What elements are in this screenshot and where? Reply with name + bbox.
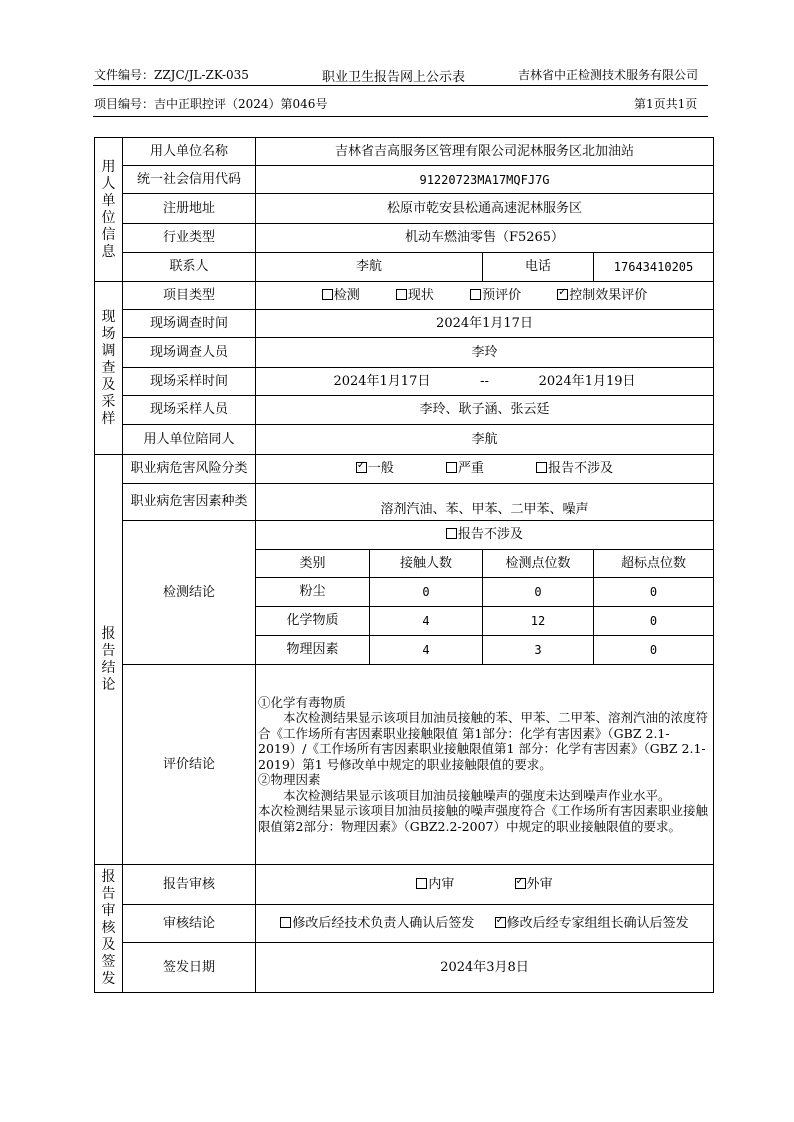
section-report-conclusion: 报 告 结 论 <box>95 455 123 865</box>
section-site-survey: 现 场 调 查 及 采 样 <box>95 282 123 455</box>
checkbox-icon <box>446 528 457 539</box>
disclosure-table <box>94 137 714 993</box>
checkbox-checked-icon <box>557 289 568 300</box>
issue-date: 2024年3月8日 <box>256 943 714 993</box>
sampling-separator: -- <box>480 373 489 389</box>
survey-time-label: 现场调查时间 <box>123 310 256 338</box>
address: 松原市乾安县松通高速泥林服务区 <box>256 194 714 224</box>
cell-exceed: 0 <box>594 578 714 607</box>
section-unit-info: 用 人 单 位 信 息 <box>95 138 123 282</box>
factor-types: 溶剂汽油、苯、甲苯、二甲苯、噪声 <box>256 484 714 521</box>
checkbox-icon <box>446 462 457 473</box>
eval-heading-physical: ②物理因素 <box>258 772 321 788</box>
col-header-exceed: 超标点位数 <box>594 550 714 578</box>
audit-option-external[interactable]: ✓ 外审 <box>515 877 553 892</box>
factor-types-label: 职业病危害因素种类 <box>123 484 256 521</box>
header-rule-2 <box>93 116 708 117</box>
audit-options <box>256 865 714 905</box>
credit-code: 91220723MA17MQFJ7G <box>256 166 714 194</box>
audit-option-internal[interactable]: 内审 <box>416 877 454 892</box>
survey-time: 2024年1月17日 <box>256 310 714 338</box>
type-option-status[interactable]: 现状 <box>396 288 434 303</box>
audit-label: 报告审核 <box>123 865 256 905</box>
unit-name: 吉林省吉高服务区管理有限公司泥林服务区北加油站 <box>256 138 714 166</box>
company-name: 吉林省中正检测技术服务有限公司 <box>518 68 699 82</box>
doc-number: 文件编号：ZZJC/JL-ZK-035 <box>94 68 249 82</box>
type-option-detect[interactable]: 检测 <box>322 288 360 303</box>
audit-result-options <box>256 905 714 943</box>
checkbox-checked-icon <box>515 878 526 889</box>
cell-category: 物理因素 <box>256 636 370 665</box>
checkbox-icon <box>470 289 481 300</box>
cell-points: 3 <box>483 636 594 665</box>
risk-option-not-involved[interactable]: 报告不涉及 <box>536 461 613 476</box>
cell-exposed: 4 <box>370 636 483 665</box>
risk-class-label: 职业病危害风险分类 <box>123 455 256 484</box>
samplers: 李玲、耿子涵、张云廷 <box>256 396 714 425</box>
cell-points: 0 <box>483 578 594 607</box>
cell-exceed: 0 <box>594 636 714 665</box>
project-type-options <box>256 282 714 310</box>
phone-label: 电话 <box>483 253 594 282</box>
surveyor: 李玲 <box>256 338 714 368</box>
contact-label: 联系人 <box>123 253 256 282</box>
col-header-points: 检测点位数 <box>483 550 594 578</box>
type-option-control-eval[interactable]: ✓ 控制效果评价 <box>557 288 647 303</box>
cell-exceed: 0 <box>594 607 714 636</box>
eval-text-noise-level: 本次检测结果显示该项目加油员接触噪声的强度未达到噪声作业水平。 <box>283 787 671 803</box>
page-indicator: 第1页共1页 <box>634 97 698 111</box>
checkbox-icon <box>536 462 547 473</box>
project-number: 项目编号：吉中正职控评（2024）第046号 <box>94 97 328 111</box>
col-header-exposed: 接触人数 <box>370 550 483 578</box>
cell-category: 粉尘 <box>256 578 370 607</box>
checkbox-checked-icon <box>495 917 506 928</box>
sampler-label: 现场采样人员 <box>123 396 256 425</box>
header-rule <box>93 85 708 86</box>
result-option-tech-lead[interactable]: 修改后经技术负责人确认后签发 <box>280 916 474 931</box>
sampling-end: 2024年1月19日 <box>538 373 636 389</box>
evaluation-conclusion <box>256 665 714 865</box>
checkbox-checked-icon <box>356 462 367 473</box>
surveyor-label: 现场调查人员 <box>123 338 256 368</box>
detection-conclusion-label: 检测结论 <box>123 521 256 665</box>
risk-option-general[interactable]: ✓ 一般 <box>356 461 394 476</box>
companion: 李航 <box>256 425 714 455</box>
contact-name: 李航 <box>256 253 483 282</box>
cell-exposed: 4 <box>370 607 483 636</box>
credit-code-label: 统一社会信用代码 <box>123 166 256 194</box>
risk-option-serious[interactable]: 严重 <box>446 461 484 476</box>
sampling-start: 2024年1月17日 <box>333 373 431 389</box>
col-header-category: 类别 <box>256 550 370 578</box>
cell-points: 12 <box>483 607 594 636</box>
sampling-time-label: 现场采样时间 <box>123 368 256 396</box>
checkbox-icon <box>322 289 333 300</box>
checkbox-icon <box>280 917 291 928</box>
checkbox-icon <box>416 878 427 889</box>
industry: 机动车燃油零售（F5265） <box>256 224 714 253</box>
address-label: 注册地址 <box>123 194 256 224</box>
phone-number: 17643410205 <box>594 253 714 282</box>
companion-label: 用人单位陪同人 <box>123 425 256 455</box>
result-option-expert-lead[interactable]: ✓ 修改后经专家组组长确认后签发 <box>495 916 689 931</box>
section-review: 报 告 审 核 及 签 发 <box>95 865 123 993</box>
project-type-label: 项目类型 <box>123 282 256 310</box>
industry-label: 行业类型 <box>123 224 256 253</box>
detection-not-involved[interactable]: 报告不涉及 <box>256 521 714 550</box>
audit-result-label: 审核结论 <box>123 905 256 943</box>
form-title: 职业卫生报告网上公示表 <box>322 70 466 85</box>
eval-heading-chemical: ①化学有毒物质 <box>258 694 346 710</box>
checkbox-icon <box>396 289 407 300</box>
sampling-time <box>256 368 714 396</box>
unit-name-label: 用人单位名称 <box>123 138 256 166</box>
issue-date-label: 签发日期 <box>123 943 256 993</box>
cell-category: 化学物质 <box>256 607 370 636</box>
evaluation-conclusion-label: 评价结论 <box>123 665 256 865</box>
eval-text-noise-limit: 本次检测结果显示该项目加油员接触的噪声强度符合《工作场所有害因素职业接触限值第2部分：物理因素》（GBZ2.2-2007）中规定的职业接触限值的要求。 <box>258 803 709 834</box>
risk-class-options <box>256 455 714 484</box>
eval-text-chemical: 本次检测结果显示该项目加油员接触的苯、甲苯、二甲苯、溶剂汽油的浓度符合《工作场所有害因素职业接触限值 第1部分：化学有害因素》（GBZ 2.1-2019）/《工作场所有害因素职业接触限值第1 部分：化学有害因素》（GBZ 2.1-2019）第1 号修改单中规定的职业接触限值的要求。 <box>258 710 709 772</box>
cell-exposed: 0 <box>370 578 483 607</box>
type-option-pre-eval[interactable]: 预评价 <box>470 288 521 303</box>
